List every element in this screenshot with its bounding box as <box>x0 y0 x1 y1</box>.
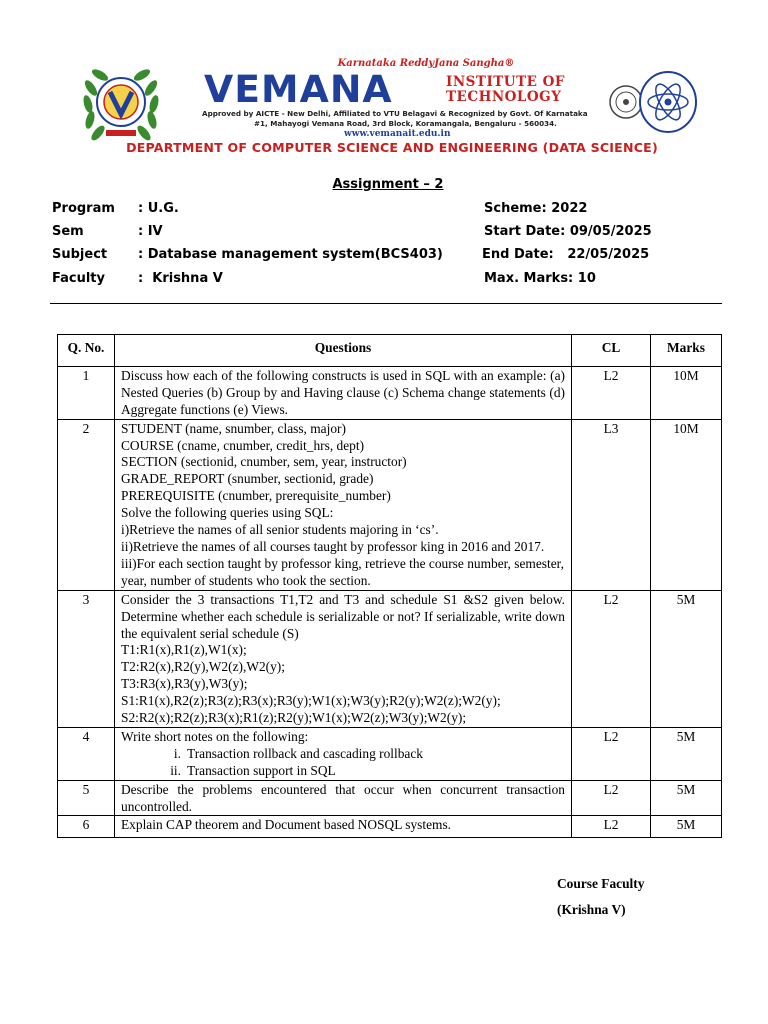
table-row <box>58 816 722 838</box>
question-line: COURSE (cname, cnumber, credit_hrs, dept) <box>121 437 365 453</box>
table-row <box>58 419 722 590</box>
question-line: GRADE_REPORT (snumber, sectionid, grade) <box>121 471 374 487</box>
sem-label: Sem <box>52 224 84 239</box>
list-item-text: Transaction rollback and cascading rollback <box>187 745 423 761</box>
cl-cell: L2 <box>572 590 651 727</box>
question-text <box>115 727 572 780</box>
marks-cell: 10M <box>651 366 722 419</box>
program-label: Program <box>52 201 115 216</box>
marks-cell: 10M <box>651 419 722 590</box>
qno-cell: 6 <box>58 816 115 838</box>
institute-subtitle-2: TECHNOLOGY <box>446 89 562 105</box>
question-line: T2:R2(x),R2(y),W2(z),W2(y); <box>121 659 285 675</box>
course-faculty-name: (Krishna V) <box>557 902 626 917</box>
question-text <box>115 419 572 590</box>
question-line: S1:R1(x),R2(z);R3(z);R3(x);R3(y);W1(x);W3(y);R2(y);W2(z);W2(y); <box>121 693 501 709</box>
start-date: Start Date: 09/05/2025 <box>484 224 652 239</box>
website-link[interactable]: www.vemanait.edu.in <box>344 129 451 139</box>
question-intro: Write short notes on the following: <box>121 728 309 744</box>
table-row <box>58 727 722 780</box>
max-marks: Max. Marks: 10 <box>484 271 596 286</box>
subject-value: : Database management system(BCS403) <box>138 247 443 262</box>
assignment-title: Assignment – 2 <box>332 177 444 192</box>
qno-cell: 4 <box>58 727 115 780</box>
cl-cell: L2 <box>572 780 651 816</box>
question-line: S2:R2(x);R2(z);R3(x);R1(z);R2(y);W1(x);W2(z);W3(y);W2(y); <box>121 710 467 726</box>
cl-cell: L2 <box>572 366 651 419</box>
header-cl: CL <box>572 335 651 367</box>
institute-emblem-icon <box>78 64 164 144</box>
list-number: i. <box>173 745 181 761</box>
list-item <box>121 763 565 780</box>
question-text <box>115 590 572 727</box>
scheme: Scheme: 2022 <box>484 201 588 216</box>
question-text: Describe the problems encountered that occur when concurrent transaction uncontrolled. <box>115 780 572 816</box>
question-line: i)Retrieve the names of all senior students majoring in ‘cs’. <box>121 522 439 538</box>
cl-cell: L2 <box>572 727 651 780</box>
qno-cell: 5 <box>58 780 115 816</box>
question-intro: Consider the 3 transactions T1,T2 and T3 and schedule S1 &S2 given below. Determine whether each schedule is serializable or not? If serializable, write down the equivalent serial schedule (S) <box>121 591 565 641</box>
question-line: T3:R3(x),R3(y),W3(y); <box>121 676 248 692</box>
address-line: #1, Mahayogi Vemana Road, 3rd Block, Koramangala, Bengaluru - 560034. <box>254 119 557 128</box>
letterhead <box>76 56 702 160</box>
marks-cell: 5M <box>651 727 722 780</box>
header-marks: Marks <box>651 335 722 367</box>
institute-subtitle-1: INSTITUTE OF <box>446 74 565 90</box>
subject-label: Subject <box>52 247 108 262</box>
question-line: ii)Retrieve the names of all courses taught by professor king in 2016 and 2017. <box>121 538 545 554</box>
question-line: SECTION (sectionid, cnumber, sem, year, instructor) <box>121 454 407 470</box>
qno-cell: 1 <box>58 366 115 419</box>
list-number: ii. <box>170 762 181 778</box>
table-header-row <box>58 335 722 367</box>
question-text: Explain CAP theorem and Document based NOSQL systems. <box>115 816 572 838</box>
table-row <box>58 780 722 816</box>
questions-table <box>57 334 722 838</box>
marks-cell: 5M <box>651 816 722 838</box>
question-line: iii)For each section taught by professor king, retrieve the course number, semester, year, number of students who took the section. <box>121 555 564 588</box>
table-row <box>58 590 722 727</box>
qno-cell: 2 <box>58 419 115 590</box>
list-item <box>121 746 565 763</box>
header-qno: Q. No. <box>58 335 115 367</box>
marks-cell: 5M <box>651 590 722 727</box>
course-faculty-label: Course Faculty <box>557 876 645 891</box>
question-text: Discuss how each of the following constructs is used in SQL with an example: (a) Nested Queries (b) Group by and Having clause (c) Schema change statements (d) Aggregate functions (e) Views. <box>115 366 572 419</box>
faculty-label: Faculty <box>52 271 105 286</box>
institute-name: VEMANA <box>204 68 393 111</box>
question-line: PREREQUISITE (cnumber, prerequisite_number) <box>121 488 391 504</box>
department-seal-icon <box>608 64 700 144</box>
program-value: : U.G. <box>138 201 179 216</box>
end-date: End Date: 22/05/2025 <box>482 247 650 262</box>
qno-cell: 3 <box>58 590 115 727</box>
sangha-name: Karnataka ReddyJana Sangha® <box>337 58 515 69</box>
cl-cell: L2 <box>572 816 651 838</box>
cl-cell: L3 <box>572 419 651 590</box>
marks-cell: 5M <box>651 780 722 816</box>
sem-value: : IV <box>138 224 163 239</box>
header-questions: Questions <box>115 335 572 367</box>
approval-line: Approved by AICTE - New Delhi, Affiliated to VTU Belagavi & Recognized by Govt. Of Karnataka <box>202 109 588 118</box>
question-line: Solve the following queries using SQL: <box>121 505 334 521</box>
table-row <box>58 366 722 419</box>
faculty-value: : Krishna V <box>138 271 223 286</box>
header-divider <box>50 303 722 304</box>
question-line: T1:R1(x),R1(z),W1(x); <box>121 642 247 658</box>
department-title: DEPARTMENT OF COMPUTER SCIENCE AND ENGINEERING (DATA SCIENCE) <box>126 140 658 155</box>
list-item-text: Transaction support in SQL <box>187 762 336 778</box>
question-line: STUDENT (name, snumber, class, major) <box>121 420 346 436</box>
